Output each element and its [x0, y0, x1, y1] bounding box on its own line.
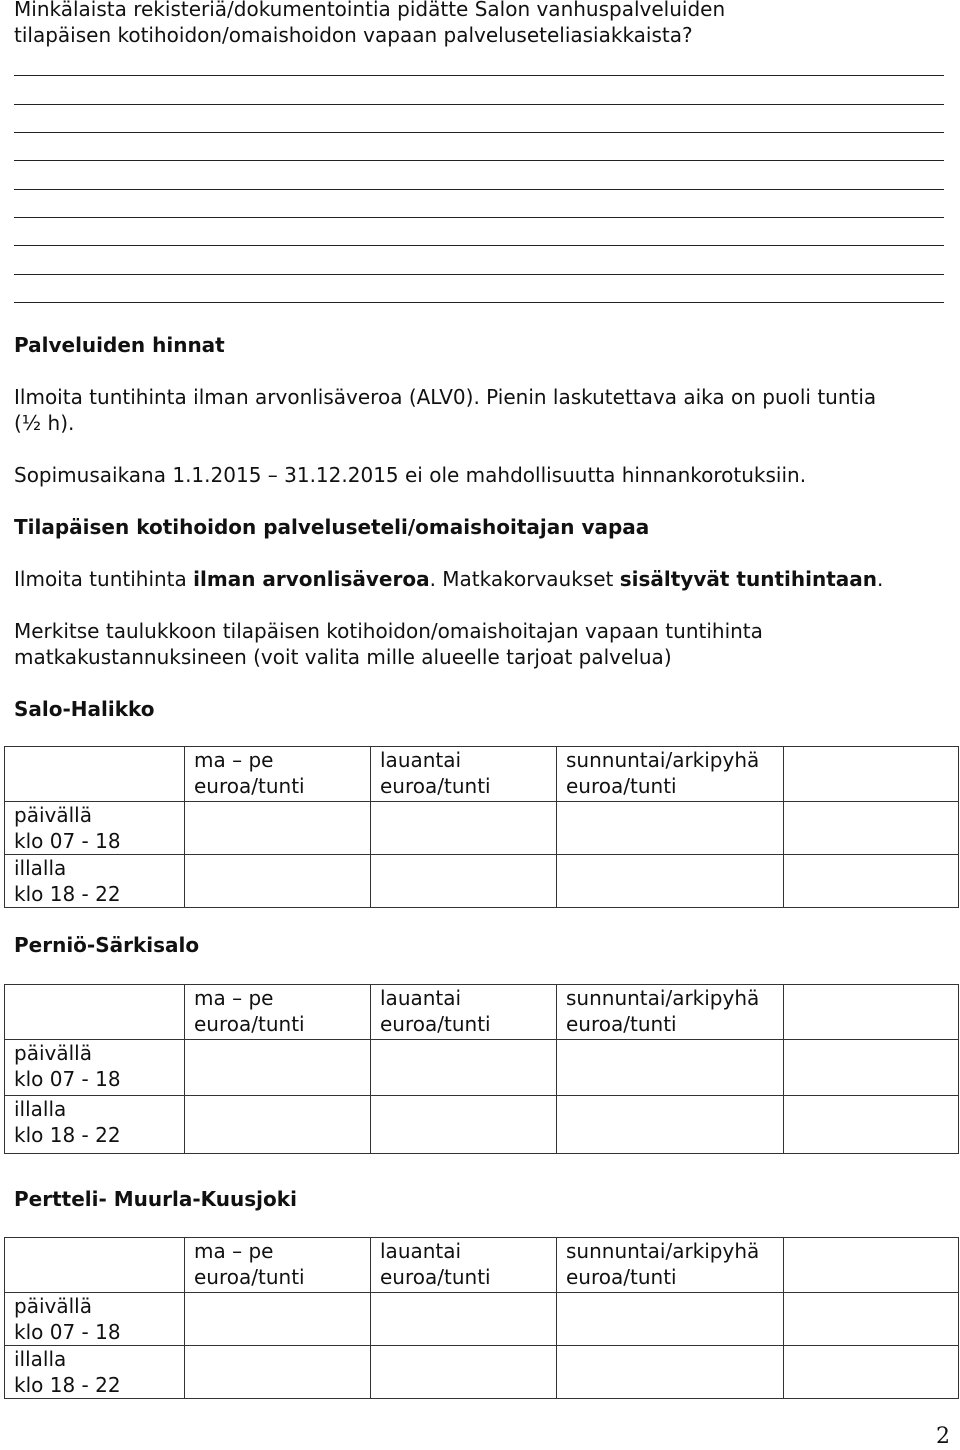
price-cell[interactable] [185, 802, 371, 855]
row-text: illalla [14, 856, 67, 880]
header-text: lauantai [380, 986, 462, 1010]
row-label-day [5, 1040, 185, 1096]
price-cell[interactable] [557, 802, 784, 855]
price-cell[interactable] [185, 1040, 371, 1096]
header-saturday [371, 985, 557, 1040]
header-sunday [557, 985, 784, 1040]
row-text: klo 07 - 18 [14, 1320, 121, 1344]
mark-line-2: matkakustannuksineen (voit valita mille alueelle tarjoat palvelua) [14, 645, 672, 669]
answer-line[interactable] [14, 189, 944, 190]
answer-line[interactable] [14, 217, 944, 218]
header-weekday [185, 747, 371, 802]
price-cell[interactable] [557, 1346, 784, 1399]
price-cell[interactable] [371, 1346, 557, 1399]
instruction-part: . Matkakorvaukset [429, 567, 620, 591]
header-text: euroa/tunti [380, 774, 491, 798]
intro-line-1: Ilmoita tuntihinta ilman arvonlisäveroa (ALV0). Pienin laskutettava aika on puoli tuntia [14, 385, 877, 409]
header-text: sunnuntai/arkipyhä [566, 748, 760, 772]
price-cell[interactable] [371, 802, 557, 855]
row-text: illalla [14, 1347, 67, 1371]
header-weekday [185, 1238, 371, 1293]
header-text: euroa/tunti [566, 1265, 677, 1289]
header-text: lauantai [380, 748, 462, 772]
sub-heading: Tilapäisen kotihoidon palveluseteli/omaishoitajan vapaa [14, 515, 650, 539]
answer-line[interactable] [14, 75, 944, 76]
price-table [4, 746, 959, 908]
price-cell[interactable] [557, 1293, 784, 1346]
header-text: euroa/tunti [194, 774, 305, 798]
row-text: klo 18 - 22 [14, 1373, 121, 1397]
intro-line-2: (½ h). [14, 411, 75, 435]
header-text: ma – pe [194, 1239, 274, 1263]
price-cell[interactable] [557, 1040, 784, 1096]
answer-line[interactable] [14, 302, 944, 303]
price-cell[interactable] [784, 802, 959, 855]
answer-line[interactable] [14, 104, 944, 105]
question-line-1: Minkälaista rekisteriä/dokumentointia pidätte Salon vanhuspalveluiden [14, 0, 726, 21]
header-text: euroa/tunti [566, 774, 677, 798]
header-saturday [371, 1238, 557, 1293]
price-cell[interactable] [784, 855, 959, 908]
header-text: sunnuntai/arkipyhä [566, 986, 760, 1010]
empty-cell [5, 1238, 185, 1293]
price-cell[interactable] [371, 1293, 557, 1346]
header-text: ma – pe [194, 748, 274, 772]
header-text: lauantai [380, 1239, 462, 1263]
header-text: euroa/tunti [566, 1012, 677, 1036]
header-weekday [185, 985, 371, 1040]
row-text: klo 18 - 22 [14, 1123, 121, 1147]
header-text: euroa/tunti [194, 1265, 305, 1289]
price-cell[interactable] [557, 1096, 784, 1154]
instruction-part: Ilmoita tuntihinta [14, 567, 194, 591]
header-sunday [557, 747, 784, 802]
region-title: Salo-Halikko [14, 697, 155, 721]
section-heading: Palveluiden hinnat [14, 333, 225, 357]
price-cell[interactable] [185, 1293, 371, 1346]
question-text [14, 0, 934, 48]
header-text: euroa/tunti [380, 1265, 491, 1289]
mark-line-1: Merkitse taulukkoon tilapäisen kotihoidon/omaishoitajan vapaan tuntihinta [14, 619, 763, 643]
row-text: klo 07 - 18 [14, 1067, 121, 1091]
empty-cell [784, 747, 959, 802]
answer-line[interactable] [14, 245, 944, 246]
instruction-text [14, 566, 883, 592]
price-cell[interactable] [371, 1040, 557, 1096]
price-cell[interactable] [371, 855, 557, 908]
page-number: 2 [936, 1424, 950, 1449]
row-label-evening [5, 1346, 185, 1399]
price-cell[interactable] [185, 855, 371, 908]
price-cell[interactable] [371, 1096, 557, 1154]
answer-line[interactable] [14, 160, 944, 161]
header-text: ma – pe [194, 986, 274, 1010]
header-saturday [371, 747, 557, 802]
row-text: päivällä [14, 1294, 92, 1318]
empty-cell [5, 985, 185, 1040]
price-cell[interactable] [185, 1346, 371, 1399]
price-cell[interactable] [557, 855, 784, 908]
price-table [4, 1237, 959, 1399]
region-title: Perniö-Särkisalo [14, 933, 200, 957]
price-cell[interactable] [185, 1096, 371, 1154]
row-text: klo 07 - 18 [14, 829, 121, 853]
answer-line[interactable] [14, 274, 944, 275]
empty-cell [784, 1238, 959, 1293]
price-cell[interactable] [784, 1040, 959, 1096]
instruction-bold: ilman arvonlisäveroa [193, 567, 430, 591]
row-text: päivällä [14, 1041, 92, 1065]
header-sunday [557, 1238, 784, 1293]
header-text: sunnuntai/arkipyhä [566, 1239, 760, 1263]
row-text: illalla [14, 1097, 67, 1121]
empty-cell [784, 985, 959, 1040]
header-text: euroa/tunti [194, 1012, 305, 1036]
price-table [4, 984, 959, 1154]
price-cell[interactable] [784, 1293, 959, 1346]
price-cell[interactable] [784, 1346, 959, 1399]
row-text: klo 18 - 22 [14, 882, 121, 906]
answer-line[interactable] [14, 132, 944, 133]
instruction-bold: sisältyvät tuntihintaan [619, 567, 877, 591]
empty-cell [5, 747, 185, 802]
instruction-part: . [876, 567, 884, 591]
header-text: euroa/tunti [380, 1012, 491, 1036]
price-cell[interactable] [784, 1096, 959, 1154]
row-label-evening [5, 855, 185, 908]
row-text: päivällä [14, 803, 92, 827]
row-label-evening [5, 1096, 185, 1154]
region-title: Pertteli- Muurla-Kuusjoki [14, 1187, 297, 1211]
row-label-day [5, 1293, 185, 1346]
contract-text: Sopimusaikana 1.1.2015 – 31.12.2015 ei ole mahdollisuutta hinnankorotuksiin. [14, 463, 807, 487]
row-label-day [5, 802, 185, 855]
question-line-2: tilapäisen kotihoidon/omaishoidon vapaan palveluseteliasiakkaista? [14, 23, 693, 47]
